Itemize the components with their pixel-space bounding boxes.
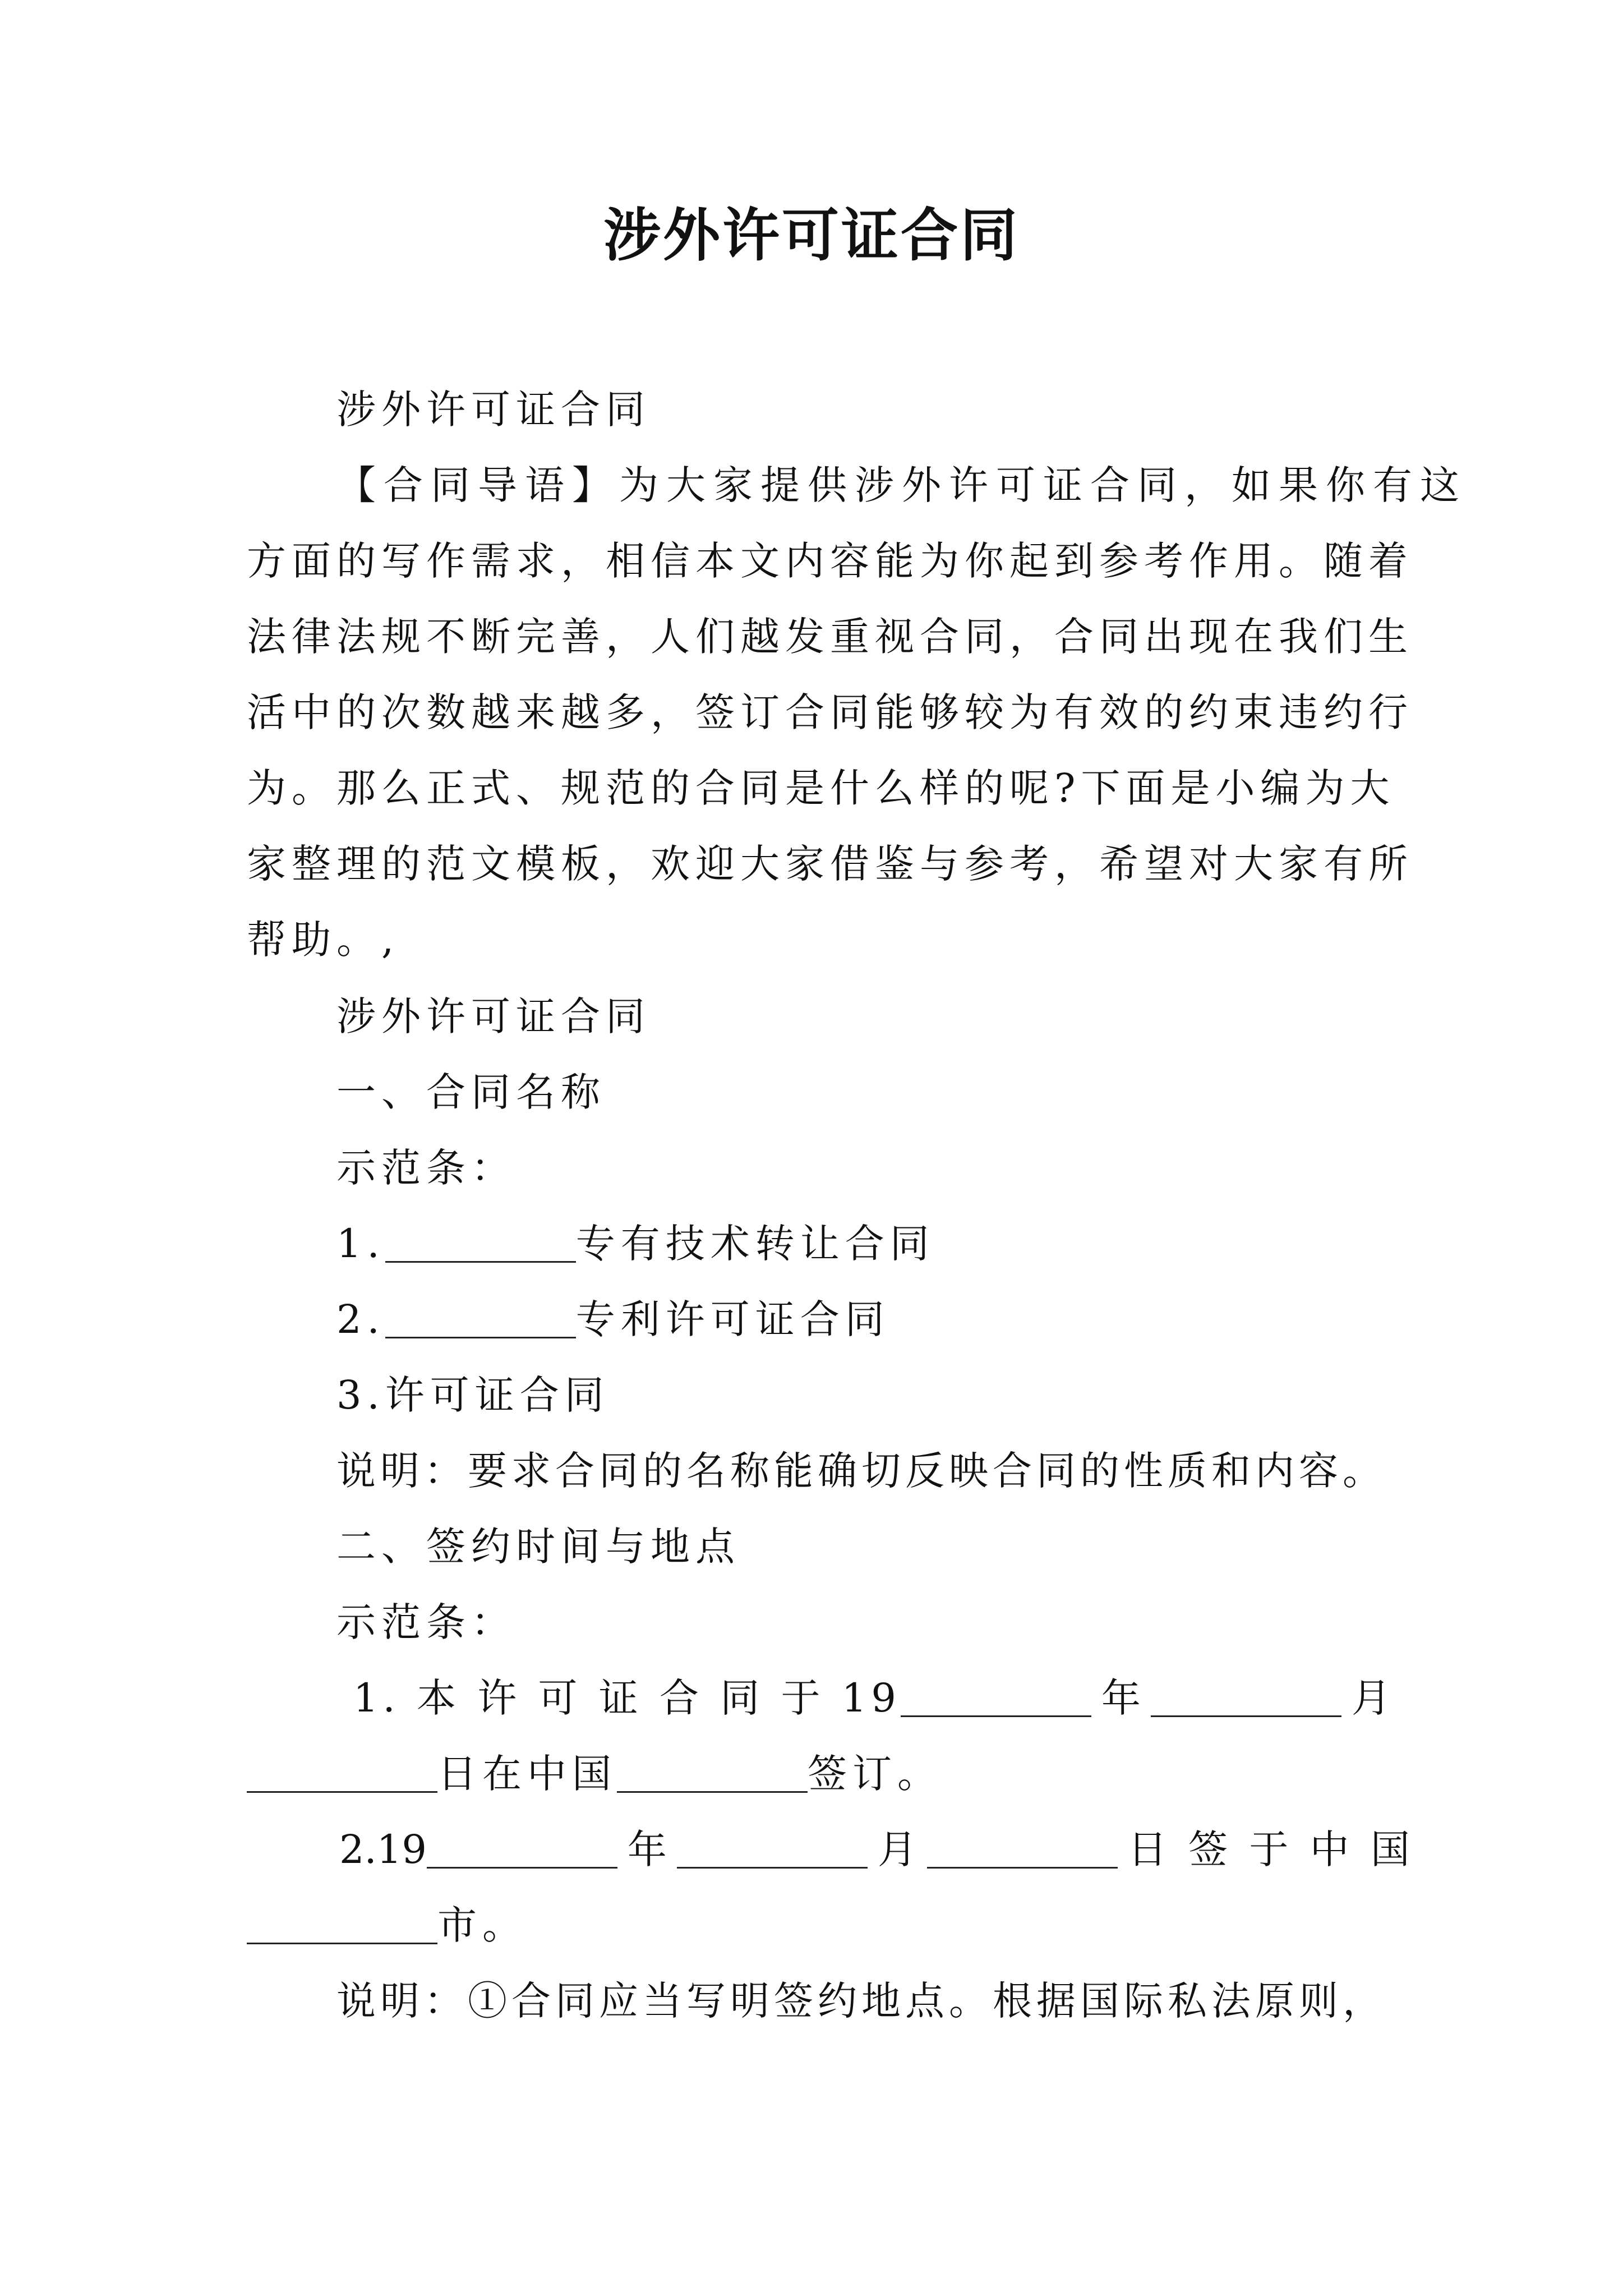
explanation-1: 说明：要求合同的名称能确切反映合同的性质和内容。 <box>336 1448 1386 1494</box>
clause-1-3: 3.许可证合同 <box>336 1372 610 1418</box>
clause-1-1 <box>336 1216 935 1272</box>
clause-2-2-line-1 <box>339 1821 1414 1878</box>
clause-2-2-line-2 <box>247 1897 527 1953</box>
explanation-2: 说明：①合同应当写明签约地点。根据国际私法原则， <box>336 1978 1386 2024</box>
section-heading-1: 一、合同名称 <box>336 1069 606 1115</box>
fill-blank <box>1151 1675 1341 1717</box>
year-label: 年 <box>627 1826 667 1872</box>
clause-text: 专利许可证合同 <box>575 1296 890 1342</box>
sample-clause-label-1: 示范条： <box>336 1145 516 1191</box>
intro-line-6: 家整理的范文模板，欢迎大家借鉴与参考，希望对大家有所 <box>247 841 1413 887</box>
fill-blank <box>247 1751 437 1793</box>
fill-blank <box>677 1826 868 1869</box>
clause-number: 2. <box>336 1296 385 1342</box>
clause-text: 专有技术转让合同 <box>575 1221 935 1267</box>
intro-line-7: 帮助。, <box>247 917 400 963</box>
fill-blank <box>617 1751 808 1793</box>
fill-blank <box>385 1296 576 1338</box>
fill-blank <box>901 1675 1091 1717</box>
section-heading-contract: 涉外许可证合同 <box>336 993 651 1039</box>
clause-text: 日在中国 <box>437 1751 617 1797</box>
fill-blank <box>247 1902 437 1944</box>
fill-blank <box>427 1826 617 1869</box>
fill-blank <box>927 1826 1118 1869</box>
month-label: 月 <box>877 1826 917 1872</box>
month-label: 月 <box>1351 1675 1391 1721</box>
intro-line-3: 法律法规不断完善，人们越发重视合同，合同出现在我们生 <box>247 614 1413 660</box>
intro-line-5: 为。那么正式、规范的合同是什么样的呢?下面是小编为大 <box>247 765 1395 811</box>
clause-2-1-line-2 <box>247 1746 942 1802</box>
document-title: 涉外许可证合同 <box>603 202 1020 269</box>
fill-blank <box>385 1221 576 1263</box>
section-heading-2: 二、签约时间与地点 <box>336 1524 740 1570</box>
sample-clause-label-2: 示范条： <box>336 1599 516 1645</box>
intro-line-2: 方面的写作需求，相信本文内容能为你起到参考作用。随着 <box>247 538 1413 584</box>
intro-line-1: 【合同导语】为大家提供涉外许可证合同，如果你有这 <box>336 462 1467 508</box>
year-label: 年 <box>1101 1675 1141 1721</box>
clause-number: 1. <box>336 1221 385 1267</box>
clause-text: 日 签 于 中 国 <box>1127 1826 1414 1872</box>
clause-1-2 <box>336 1291 890 1347</box>
subtitle-line: 涉外许可证合同 <box>336 386 651 432</box>
clause-text: 2.19 <box>339 1826 427 1872</box>
clause-text: 市。 <box>437 1902 527 1948</box>
intro-line-4: 活中的次数越来越多，签订合同能够较为有效的约束违约行 <box>247 689 1413 735</box>
clause-text: 签订。 <box>808 1751 942 1797</box>
clause-text: 1. 本 许 可 证 合 同 于 19 <box>353 1675 901 1721</box>
clause-2-1-line-1 <box>353 1670 1391 1726</box>
